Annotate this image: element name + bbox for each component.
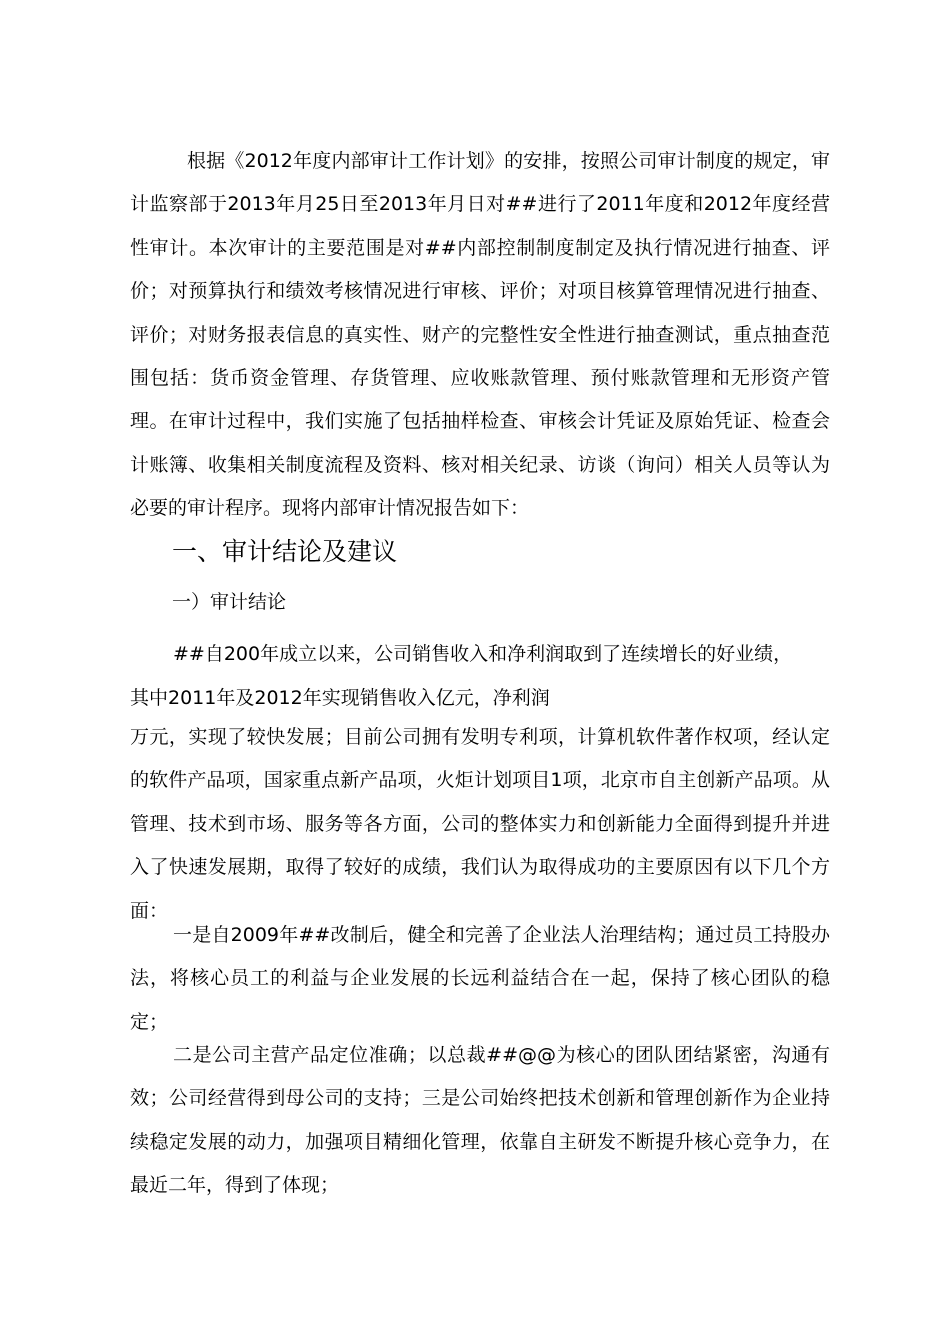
- section-heading: 一、审计结论及建议: [172, 537, 398, 566]
- subsection-heading: 一）审计结论: [172, 591, 287, 613]
- reason-paragraph-2: 二是公司主营产品定位准确；以总裁##@@为核心的团队团结紧密，沟通有效；公司经营得到母公司的支持；三是公司始终把技术创新和管理创新作为企业持续稳定发展的动力，加强项目精细化管理，依靠自主研发不断提升核心竞争力，在最近二年，得到了体现；: [130, 1044, 830, 1197]
- conclusion-opening: [130, 632, 830, 720]
- intro-paragraph: 根据《2012年度内部审计工作计划》的安排，按照公司审计制度的规定，审计监察部于2013年月25日至2013年月日对##进行了2011年度和2012年度经营性审计。本次审计的主要范围是对##内部控制制度制定及执行情况进行抽查、评价；对预算执行和绩效考核情况进行审核、评价；对项目核算管理情况进行抽查、评价；对财务报表信息的真实性、财产的完整性安全性进行抽查测试，重点抽查范围包括：货币资金管理、存货管理、应收账款管理、预付账款管理和无形资产管理。在审计过程中，我们实施了包括抽样检查、审核会计凭证及原始凭证、检查会计账簿、收集相关制度流程及资料、核对相关纪录、访谈（询问）相关人员等认为必要的审计程序。现将内部审计情况报告如下：: [130, 150, 830, 520]
- conclusion-line-1: ##自200年成立以来，公司销售收入和净利润取到了连续增长的好业绩，: [173, 643, 793, 665]
- conclusion-paragraph: 万元，实现了较快发展；目前公司拥有发明专利项，计算机软件著作权项，经认定的软件产品项，国家重点新产品项，火炬计划项目1项，北京市自主创新产品项。从管理、技术到市场、服务等各方面，公司的整体实力和创新能力全面得到提升并进入了快速发展期，取得了较好的成绩，我们认为取得成功的主要原因有以下几个方面：: [130, 726, 830, 922]
- reason-paragraph-1: 一是自2009年##改制后，健全和完善了企业法人治理结构；通过员工持股办法，将核心员工的利益与企业发展的长远利益结合在一起，保持了核心团队的稳定；: [130, 924, 830, 1033]
- conclusion-line-2: 其中2011年及2012年实现销售收入亿元，净利润: [130, 687, 550, 709]
